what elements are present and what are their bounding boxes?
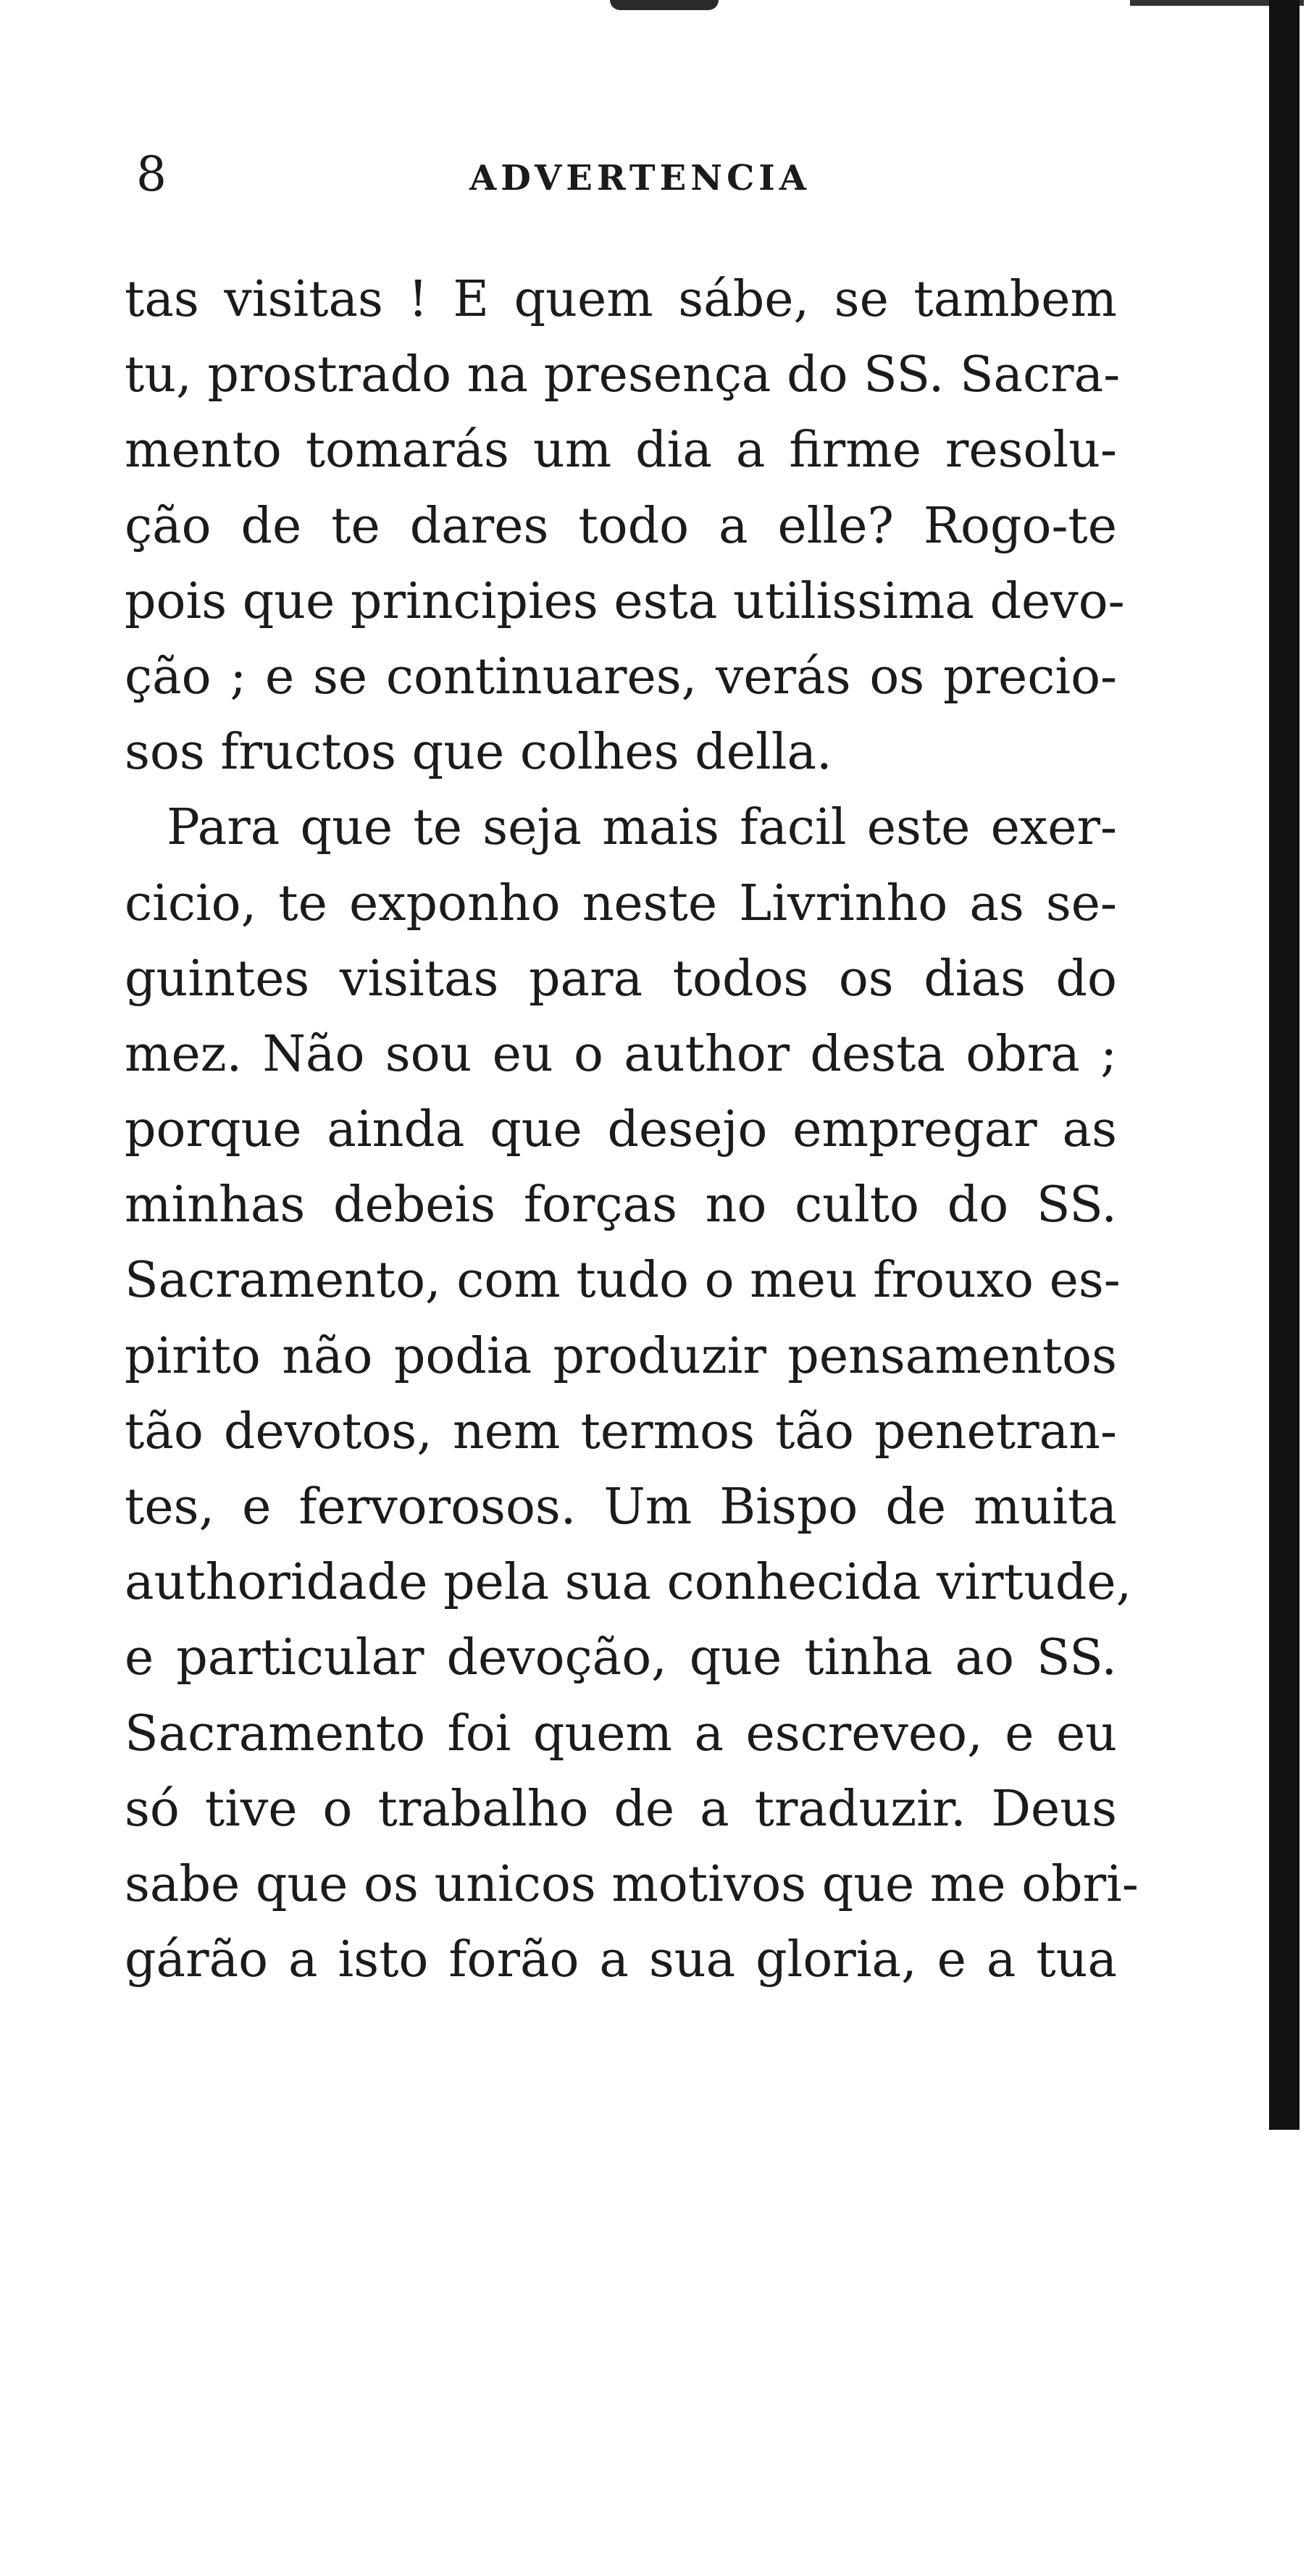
text-line: gárão a isto forão a sua gloria, e a tua (125, 1931, 1117, 1989)
text-line: ção de te dares todo a elle? Rogo-te (125, 497, 1117, 555)
text-line: Sacramento, com tudo o meu frouxo es- (125, 1252, 1121, 1310)
text-line: sabe que os unicos motivos que me obri- (125, 1855, 1139, 1913)
running-title: ADVERTENCIA (469, 158, 811, 198)
text-line: sos fructos que colhes della. (125, 724, 832, 782)
page-header (136, 142, 1107, 214)
text-line: tes, e fervorosos. Um Bispo de muita (125, 1479, 1117, 1536)
scan-artifact-right-edge (1269, 0, 1300, 2130)
body-text (125, 262, 1139, 1998)
paragraph-1 (125, 262, 1125, 790)
text-line: mez. Não sou eu o author desta obra ; (125, 1025, 1117, 1083)
scan-artifact-top (610, 0, 719, 10)
text-line: tas visitas ! E quem sábe, se tambem (125, 271, 1117, 328)
text-line: cicio, te exponho neste Livrinho as se- (125, 874, 1117, 932)
text-line: tu, prostrado na presença do SS. Sacra- (125, 346, 1121, 404)
text-line: Para que te seja mais facil este exer- (167, 799, 1117, 857)
page-number: 8 (136, 146, 167, 202)
text-line: authoridade pela sua conhecida virtude, (125, 1554, 1132, 1612)
text-line: pirito não podia produzir pensamentos (125, 1327, 1117, 1385)
text-line: e particular devoção, que tinha ao SS. (125, 1629, 1117, 1687)
text-line: minhas debeis forças no culto do SS. (125, 1176, 1117, 1234)
text-line: tão devotos, nem termos tão penetran- (125, 1402, 1117, 1460)
text-line: porque ainda que desejo empregar as (125, 1101, 1117, 1159)
text-line: guintes visitas para todos os dias do (125, 950, 1117, 1008)
text-line: Sacramento foi quem a escreveo, e eu (125, 1705, 1117, 1762)
text-line: pois que principies esta utilissima devo- (125, 572, 1125, 630)
text-line: ção ; e se continuares, verás os precio- (125, 648, 1117, 706)
text-line: só tive o trabalho de a traduzir. Deus (125, 1780, 1117, 1838)
text-line: mento tomarás um dia a firme resolu- (125, 422, 1117, 480)
paragraph-2 (125, 790, 1139, 1998)
